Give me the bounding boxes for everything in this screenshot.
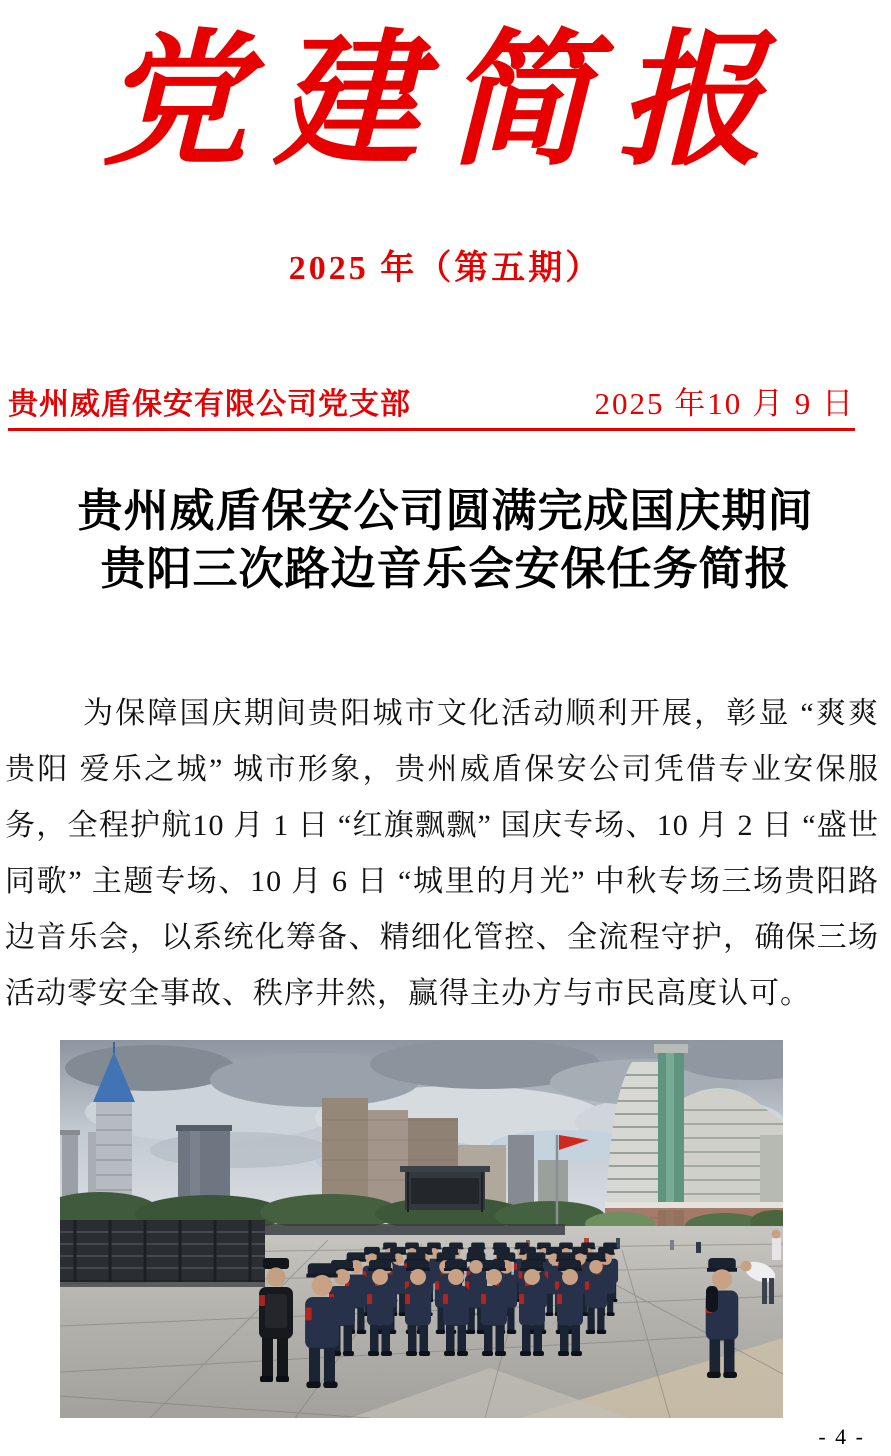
issue-date: 2025 年10 月 9 日 bbox=[594, 386, 855, 421]
issue-line: 2025 年（第五期） bbox=[288, 250, 603, 287]
article-title-line2: 贵阳三次路边音乐会安保任务简报 bbox=[100, 544, 791, 594]
organization-name: 贵州威盾保安有限公司党支部 bbox=[8, 388, 411, 421]
plaza-photo bbox=[60, 1040, 783, 1418]
article-title-line1: 贵州威盾保安公司圆满完成国庆期间 bbox=[77, 486, 814, 536]
stage-structure bbox=[400, 1166, 490, 1212]
page-number: - 4 - bbox=[818, 1424, 865, 1449]
article-title bbox=[0, 482, 891, 598]
header-underline-row bbox=[8, 378, 855, 431]
masthead-title: 党建简报 bbox=[101, 21, 790, 183]
plaza-photo-graphic bbox=[60, 1040, 783, 1418]
article-body: 为保障国庆期间贵阳城市文化活动顺利开展，彰显 “爽爽贵阳 爱乐之城” 城市形象，贵州威盾保安公司凭借专业安保服务，全程护航10 月 1 日 “红旗飘飘” 国庆专场、10 月 2 日 “盛世同歌” 主题专场、10 月 6 日 “城里的月光” 中秋专场三场贵阳路边音乐会，以系统化筹备、精细化管控、全流程守护，确保三场活动零安全事故、秩序井然，赢得主办方与市民高度认可。 bbox=[5, 697, 879, 1010]
